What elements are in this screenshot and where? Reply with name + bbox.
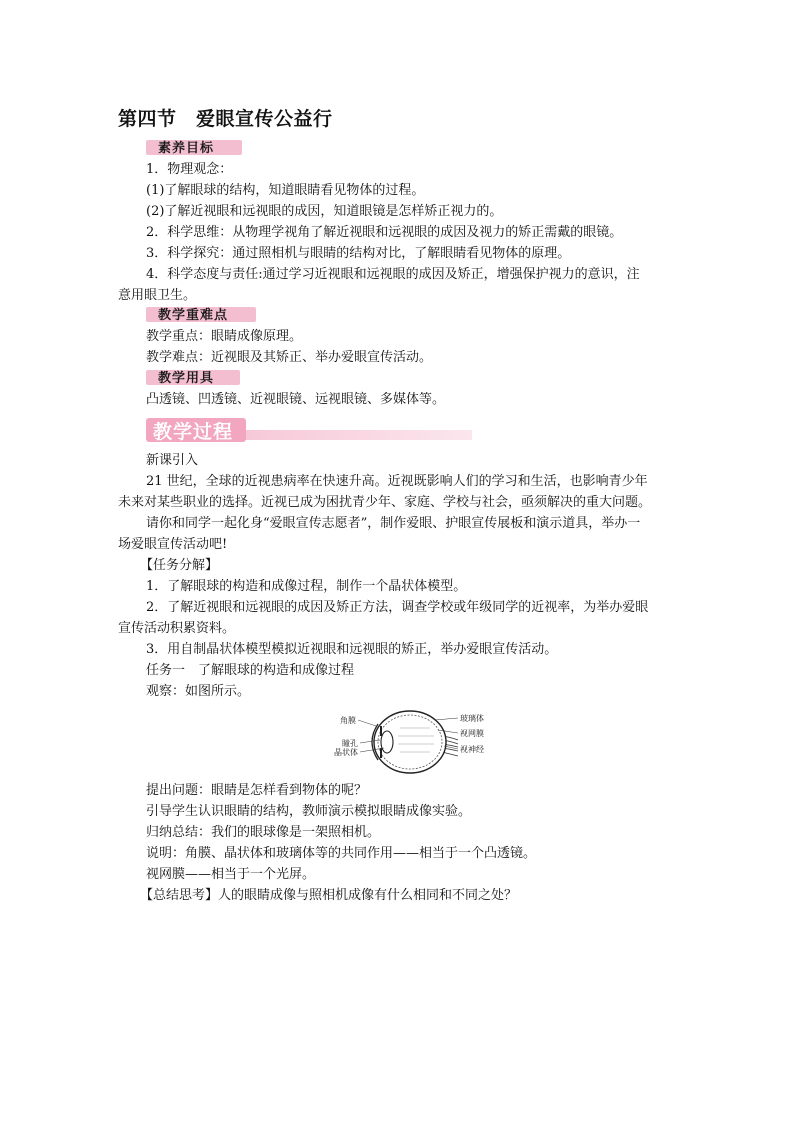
goal-line: 4．科学态度与责任:通过学习近视眼和远视眼的成因及矫正，增强保护视力的意识，注 (146, 267, 640, 282)
goal-line: 2．科学思维：从物理学视角了解近视眼和远视眼的成因及视力的矫正需戴的眼镜。 (146, 225, 623, 240)
process-line: 宣传活动积累资料。 (118, 621, 236, 636)
key-point-line: 教学重点：眼睛成像原理。 (146, 329, 303, 344)
after-line: 说明：角膜、晶状体和玻璃体等的共同作用——相当于一个凸透镜。 (146, 846, 537, 861)
goals-badge-label: 素养目标 (158, 141, 215, 156)
after-line: 引导学生认识眼睛的结构，教师演示模拟眼睛成像实验。 (146, 804, 472, 819)
label-vitreous: 玻璃体 (460, 714, 484, 723)
process-line: 任务一 了解眼球的构造和成像过程 (146, 663, 355, 678)
process-line: 2．了解近视眼和远视眼的成因及矫正方法，调查学校或年级同学的近视率，为举办爱眼 (146, 600, 649, 615)
label-optic-nerve: 视神经 (460, 745, 484, 754)
process-line: 3．用自制晶状体模型模拟近视眼和远视眼的矫正，举办爱眼宣传活动。 (146, 642, 558, 657)
goal-line: 意用眼卫生。 (118, 288, 197, 303)
after-line: 视网膜——相当于一个光屏。 (146, 867, 316, 882)
process-line: 21 世纪，全球的近视患病率在快速升高。近视既影响人们的学习和生活，也影响青少年 (146, 474, 648, 489)
goal-line: (2)了解近视眼和远视眼的成因，知道眼镜是怎样矫正视力的。 (146, 204, 503, 219)
process-line: 未来对某些职业的选择。近视已成为困扰青少年、家庭、学校与社会，亟须解决的重大问题。 (118, 495, 652, 510)
tools-line: 凸透镜、凹透镜、近视眼镜、远视眼镜、多媒体等。 (146, 392, 446, 407)
label-lens: 晶状体 (334, 748, 358, 757)
page-title: 第四节 爱眼宣传公益行 (118, 108, 333, 130)
after-line: 提出问题：眼睛是怎样看到物体的呢？ (146, 783, 368, 798)
tools-badge-label: 教学用具 (158, 371, 215, 386)
label-cornea: 角膜 (340, 716, 356, 725)
goal-line: 3．科学探究：通过照相机与眼睛的结构对比，了解眼睛看见物体的原理。 (146, 246, 571, 261)
section-heading (146, 415, 476, 445)
process-line: 1．了解眼球的构造和成像过程，制作一个晶状体模型。 (146, 579, 467, 594)
process-line: 新课引入 (146, 453, 199, 468)
label-retina: 视网膜 (460, 729, 484, 738)
eye-diagram (330, 706, 500, 778)
key-points-badge-label: 教学重难点 (158, 308, 229, 323)
goal-line: (1)了解眼球的结构，知道眼睛看见物体的过程。 (146, 183, 425, 198)
after-line: 【总结思考】人的眼睛成像与照相机成像有什么相同和不同之处？ (140, 888, 518, 903)
label-pupil: 瞳孔 (342, 739, 358, 748)
key-points-badge (146, 304, 258, 324)
section-heading-stripe (242, 430, 472, 440)
process-line: 观察：如图所示。 (146, 684, 251, 699)
tools-badge (146, 367, 242, 387)
eye-diagram-svg (330, 706, 500, 778)
goal-line: 1．物理观念： (146, 162, 233, 177)
process-line: 请你和同学一起化身“爱眼宣传志愿者”，制作爱眼、护眼宣传展板和演示道具，举办一 (146, 516, 641, 531)
lens-shape (381, 731, 393, 753)
process-line: 场爱眼宣传活动吧! (118, 537, 228, 552)
process-line: 【任务分解】 (140, 558, 219, 573)
goals-badge (146, 137, 246, 157)
section-heading-label: 教学过程 (153, 421, 234, 443)
after-line: 归纳总结：我们的眼球像是一架照相机。 (146, 825, 381, 840)
key-point-line: 教学难点：近视眼及其矫正、举办爱眼宣传活动。 (146, 350, 433, 365)
